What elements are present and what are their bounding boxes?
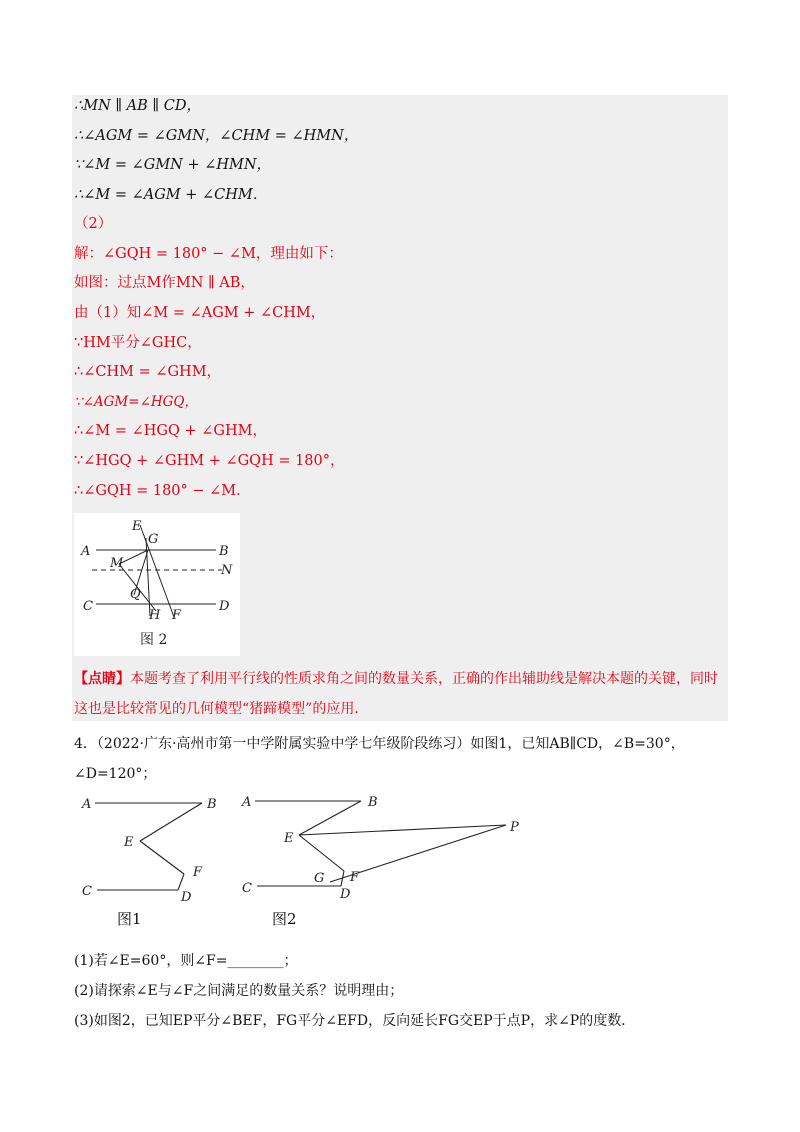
fig2-label-b: B (219, 544, 229, 559)
fig2-label-a: A (81, 544, 91, 559)
q4-fig2-label-g: G (314, 871, 325, 886)
solution-line-13: ∵∠HGQ + ∠GHM + ∠GQH = 180°， (74, 453, 345, 469)
fig2-label-q: Q (130, 587, 141, 602)
fig2-label-n: N (221, 563, 233, 578)
solution-line-1: ∴MN ∥ AB ∥ CD， (74, 98, 201, 114)
q4-fig1-label-c: C (82, 884, 92, 899)
solution-figure-2 (74, 513, 240, 656)
q4-fig1-label-b: B (207, 797, 217, 812)
comment-text: 本题考查了利用平行线的性质求角之间的数量关系，正确的作出辅助线是解决本题的关键，同时这也是比较常见的几何模型“猪蹄模型”的应用． (74, 671, 718, 717)
fig2-label-m: M (110, 556, 124, 571)
q4-fig1-label-a: A (82, 797, 92, 812)
fig2-label-d: D (219, 599, 230, 614)
fig2-label-f: F (172, 608, 182, 623)
fig2-label-g: G (148, 532, 159, 547)
q4-fig2-label-f: F (350, 870, 360, 885)
fig2-caption: 图 2 (140, 632, 168, 648)
solution-line-6: 解：∠GQH = 180° − ∠M，理由如下： (74, 246, 343, 262)
solution-line-8: 由（1）知∠M = ∠AGM + ∠CHM， (74, 305, 326, 321)
q4-fig2-caption: 图2 (272, 910, 297, 928)
q4-fig1-label-d: D (181, 890, 192, 905)
solution-line-9: ∵HM平分∠GHC， (74, 335, 202, 351)
q4-fig2-label-b: B (368, 795, 378, 810)
fig2-label-e: E (132, 519, 142, 534)
q4-fig2-label-a: A (242, 795, 252, 810)
question-4-figures (74, 789, 544, 929)
question-4-part-1: (1)若∠E=60°，则∠F=________； (74, 953, 298, 969)
q4-fig1-label-e: E (124, 835, 134, 850)
solution-line-4: ∴∠M = ∠AGM + ∠CHM． (74, 187, 268, 203)
fig2-label-h: H (149, 608, 161, 623)
solution-line-7: 如图：过点M作MN ∥ AB， (74, 275, 255, 291)
q4-fig2-label-p: P (510, 820, 519, 835)
q4-fig2-label-d: D (340, 887, 351, 902)
question-4-intro: 4．（2022·广东·高州市第一中学附属实验中学七年级阶段练习）如图1，已知AB∥CD，∠B=30°，∠D=120°； (74, 736, 685, 782)
q4-fig1-caption: 图1 (117, 910, 142, 928)
q4-fig1-label-f: F (193, 865, 203, 880)
solution-line-3: ∵∠M = ∠GMN + ∠HMN， (74, 157, 272, 173)
solution-line-11: ∵∠AGM=∠HGQ， (74, 394, 199, 410)
q4-fig2-label-e: E (284, 831, 294, 846)
solution-line-5: （2） (74, 216, 113, 232)
fig2-label-c: C (83, 599, 93, 614)
solution-line-14: ∴∠GQH = 180° − ∠M． (74, 483, 251, 499)
comment-tag: 【点睛】 (74, 671, 130, 687)
q4-fig2-label-c: C (242, 881, 252, 896)
solution-line-12: ∴∠M = ∠HGQ + ∠GHM， (74, 423, 267, 439)
question-4-part-3: (3)如图2，已知EP平分∠BEF，FG平分∠EFD，反向延长FG交EP于点P，求∠P的度数． (74, 1013, 636, 1029)
solution-line-2: ∴∠AGM = ∠GMN，∠CHM = ∠HMN， (74, 128, 359, 144)
solution-line-10: ∴∠CHM = ∠GHM， (74, 364, 222, 380)
comment-block (74, 664, 724, 724)
question-4-part-2: (2)请探索∠E与∠F之间满足的数量关系？说明理由； (74, 983, 404, 999)
